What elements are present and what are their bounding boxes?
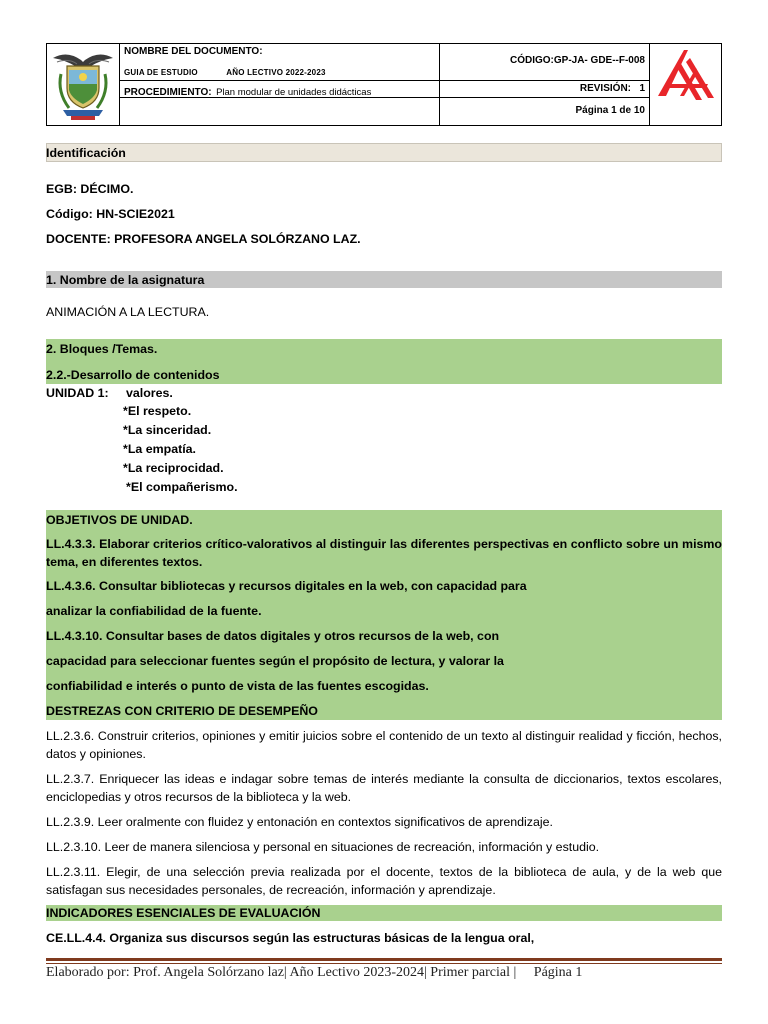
skills-heading: DESTREZAS CON CRITERIO DE DESEMPEÑO — [46, 704, 318, 718]
skill-ll-2-3-7: LL.2.3.7. Enriquecer las ideas e indagar sobre temas de interés mediante la consulta de diccionarios, textos escolares, enciclopedias y otros recursos de la biblioteca y la web. — [46, 772, 722, 804]
list-item: *El compañerismo. — [126, 480, 238, 494]
document-code: CÓDIGO:GP-JA- GDE--F-008 — [509, 55, 645, 66]
objective-ll-4-3-10-line2: capacidad para seleccionar fuentes según el propósito de lectura, y valorar la — [46, 654, 504, 668]
document-header-table — [46, 43, 722, 126]
skill-ll-2-3-9: LL.2.3.9. Leer oralmente con fluidez y entonación en contextos significativos de aprendizaje. — [46, 815, 553, 829]
revision-cell — [440, 81, 650, 98]
footer-rule — [46, 958, 722, 961]
revision-value: 1 — [639, 83, 645, 94]
document-code-cell — [440, 44, 650, 81]
identification-heading: Identificación — [46, 146, 126, 160]
objective-ll-4-3-6-line2: analizar la confiabilidad de la fuente. — [46, 604, 262, 618]
document-name-cell — [120, 44, 440, 81]
brand-logo-cell — [650, 44, 722, 125]
subject-code: Código: HN-SCIE2021 — [46, 207, 175, 221]
blocks-heading: 2. Bloques /Temas. — [46, 342, 158, 356]
subject-heading: 1. Nombre de la asignatura — [46, 273, 205, 287]
teacher-name: DOCENTE: PROFESORA ANGELA SOLÓRZANO LAZ. — [46, 232, 361, 246]
egb-level: EGB: DÉCIMO. — [46, 182, 134, 196]
list-item: *La empatía. — [123, 442, 196, 456]
skill-ll-2-3-11: LL.2.3.11. Elegir, de una selección previa realizada por el docente, textos de la biblioteca de aula, y de la web que satisfagan sus necesidades personales, de recreación, información y aprendizaje. — [46, 865, 722, 897]
list-item: *La sinceridad. — [123, 423, 212, 437]
brand-logo-icon — [650, 44, 722, 124]
unit-title: valores. — [126, 386, 173, 400]
procedure-label: PROCEDIMIENTO: — [124, 87, 212, 98]
school-crest-icon — [47, 44, 119, 124]
unit-label: UNIDAD 1: — [46, 386, 109, 400]
objective-ll-4-3-6-line1: LL.4.3.6. Consultar bibliotecas y recursos digitales en la web, con capacidad para — [46, 579, 527, 593]
school-year: AÑO LECTIVO 2022-2023 — [226, 68, 326, 77]
page-count: Página 1 de 10 — [575, 105, 645, 116]
subject-value: ANIMACIÓN A LA LECTURA. — [46, 305, 210, 319]
procedure-cell — [120, 81, 440, 98]
indicators-heading: INDICADORES ESENCIALES DE EVALUACIÓN — [46, 906, 321, 920]
objectives-heading: OBJETIVOS DE UNIDAD. — [46, 513, 193, 527]
skill-ll-2-3-6: LL.2.3.6. Construir criterios, opiniones y emitir juicios sobre el contenido de un texto al distinguir realidad y ficción, hechos, datos y opiniones. — [46, 729, 722, 761]
revision-label: REVISIÓN: — [579, 83, 631, 94]
objective-ll-4-3-10-line3: confiabilidad e interés o punto de vista de las fuentes escogidas. — [46, 679, 429, 693]
footer-rule-thin — [46, 963, 722, 964]
list-item: *La reciprocidad. — [123, 461, 224, 475]
document-name-value: GUIA DE ESTUDIO — [124, 68, 198, 77]
header-blank-cell — [120, 98, 440, 125]
footer-text: Elaborado por: Prof. Angela Solórzano laz| Año Lectivo 2023-2024| Primer parcial | Página 1 — [46, 965, 583, 980]
identification-band — [46, 143, 722, 162]
document-name-label: NOMBRE DEL DOCUMENTO: — [124, 46, 263, 57]
objective-ll-4-3-3: LL.4.3.3. Elaborar criterios crítico-valorativos al distinguir las diferentes perspectivas en conflicto sobre un mismo tema, en diferentes textos. — [46, 537, 722, 569]
list-item: *El respeto. — [123, 404, 192, 418]
page-count-cell — [440, 98, 650, 125]
contents-subheading: 2.2.-Desarrollo de contenidos — [46, 368, 220, 382]
objective-ll-4-3-10-line1: LL.4.3.10. Consultar bases de datos digitales y otros recursos de la web, con — [46, 629, 500, 643]
procedure-value: Plan modular de unidades didácticas — [216, 87, 372, 98]
skill-ll-2-3-10: LL.2.3.10. Leer de manera silenciosa y personal en situaciones de recreación, información y estudio. — [46, 840, 600, 854]
school-crest-cell — [47, 44, 120, 125]
indicator-ce-ll-4-4: CE.LL.4.4. Organiza sus discursos según las estructuras básicas de la lengua oral, — [46, 931, 535, 945]
